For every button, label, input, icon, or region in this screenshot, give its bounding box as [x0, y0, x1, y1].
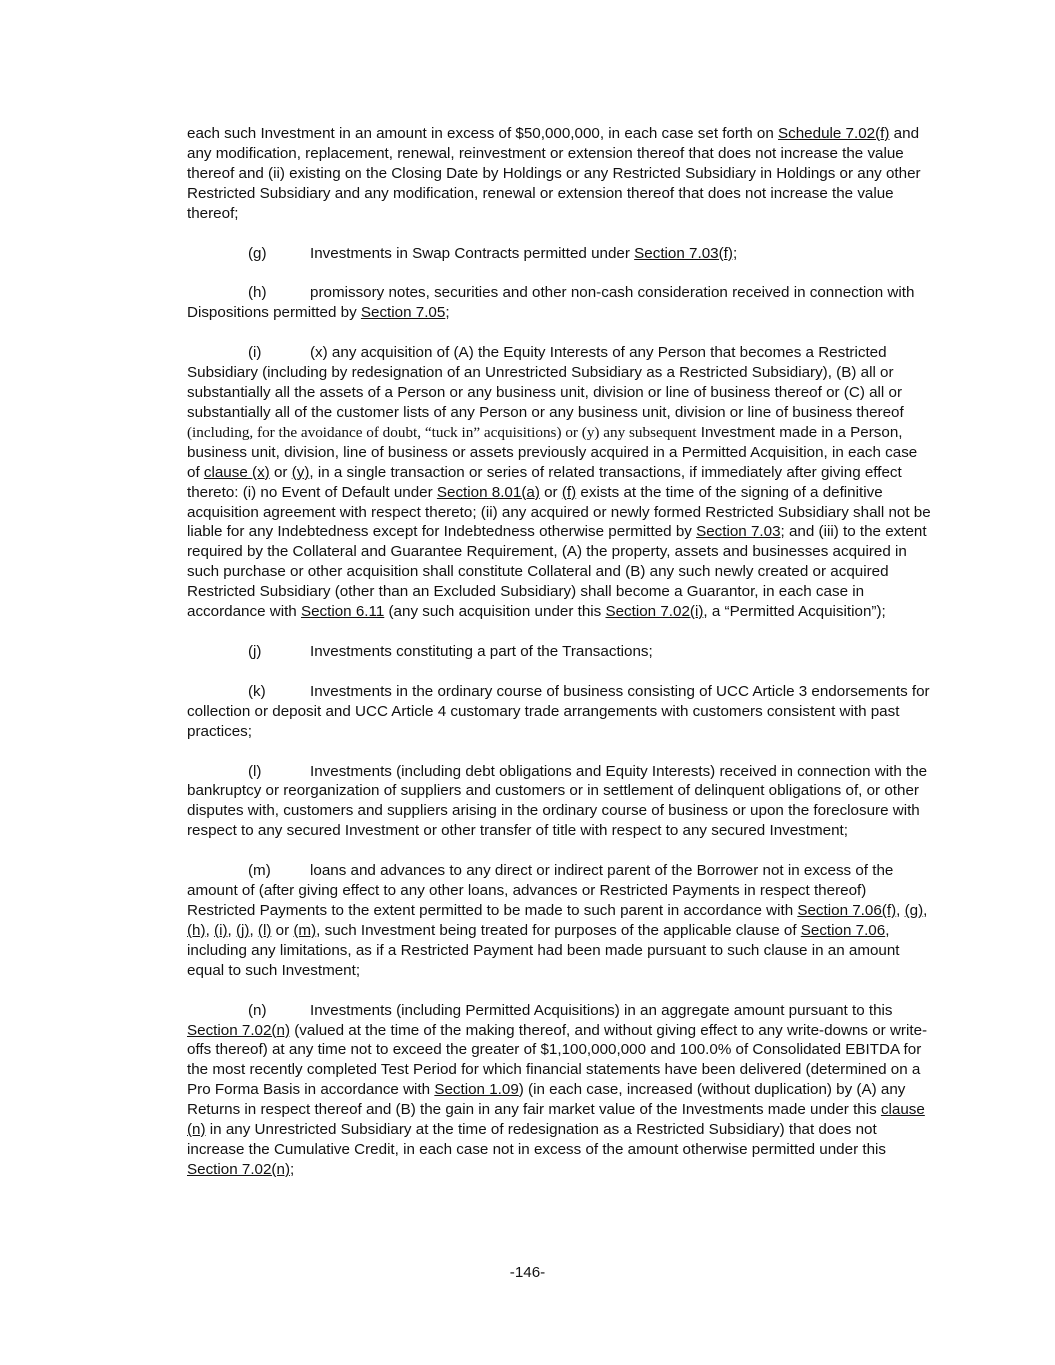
- cross-reference: (j): [235, 921, 250, 939]
- cross-reference: Section 8.01(a): [436, 483, 540, 501]
- paragraph-continuation: each such Investment in an amount in excess of $50,000,000, in each case set forth on Schedule 7.02(f) and any modification, replacement, renewal, reinvestment or extension thereof that does not increase the value thereof and (ii) existing on the Closing Date by Holdings or any Restricted Subsidiary in Holdings or any other Restricted Subsidiary and any modification, renewal or extension thereof that does not increase the value thereof;: [187, 125, 921, 222]
- clause-label: (g): [248, 244, 267, 262]
- cross-reference: (y): [291, 463, 310, 481]
- cross-reference: Section 7.02(n): [187, 1021, 290, 1039]
- page-number: -146-: [509, 1264, 546, 1281]
- document-body: [187, 124, 932, 1200]
- cross-reference: Section 7.05: [360, 304, 446, 322]
- cross-reference: Schedule 7.02(f): [778, 125, 890, 142]
- cross-reference: Section 7.06(f): [797, 902, 897, 919]
- cross-reference: Section 7.06: [800, 921, 886, 939]
- clause-label: (j): [248, 642, 262, 660]
- clause-label: (m): [248, 862, 271, 880]
- clause-label: (h): [248, 284, 267, 302]
- cross-reference: clause (x): [203, 463, 270, 481]
- cross-reference: Section 7.03(f): [634, 244, 733, 262]
- cross-reference: (m): [293, 921, 317, 939]
- cross-reference: (l): [257, 921, 272, 939]
- cross-reference: (h): [187, 921, 206, 939]
- clause-k: (k) Investments in the ordinary course of business consisting of UCC Article 3 endorsements for collection or deposit and UCC Article 4 customary trade arrangements with customers consistent with past practices;: [187, 682, 930, 740]
- clause-label: (l): [248, 762, 262, 780]
- clause-l: (l) Investments (including debt obligations and Equity Interests) received in connection with the bankruptcy or reorganization of suppliers and customers or in settlement of delinquent obligations of, or other disputes with, customers and suppliers arising in the ordinary course of business or upon the foreclosure with respect to any secured Investment or other transfer of title with respect to any secured Investment;: [187, 762, 928, 840]
- cross-reference: (f): [561, 483, 577, 501]
- cross-reference: Section 1.09: [434, 1081, 519, 1099]
- clause-i: (i) (x) any acquisition of (A) the Equity Interests of any Person that becomes a Restricted Subsidiary (including by redesignation of an Unrestricted Subsidiary as a Restricted Subsidiary), (B) all or substantially all the assets of a Person or any business unit, division or line of business thereof or (C) all or substantially all of the customer lists of any Person or any business unit, division or line of business thereof (including, for the avoidance of doubt, “tuck in” acquisitions) or (y) any subsequent Investment made in a Person, business unit, division, line of business or assets previously acquired in a Permitted Acquisition, in each case of clause (x) or (y), in a single transaction or series of related transactions, if immediately after giving effect thereto: (i) no Event of Default under Section 8.01(a) or (f) exists at the time of the signing of a definitive acquisition agreement with respect thereto; (ii) any acquired or newly formed Restricted Subsidiary shall not be liable for any Indebtedness except for Indebtedness otherwise permitted by Section 7.03; and (iii) to the extent required by the Collateral and Guarantee Requirement, (A) the property, assets and businesses acquired in such purchase or other acquisition shall constitute Collateral and (B) any such newly created or acquired Restricted Subsidiary (other than an Excluded Subsidiary) shall become a Guarantor, in each case in accordance with Section 6.11 (any such acquisition under this Section 7.02(i), a “Permitted Acquisition”);: [187, 344, 931, 621]
- cross-reference: Section 7.02(i): [605, 603, 704, 621]
- clause-label: (i): [248, 344, 262, 362]
- cross-reference: Section 6.11: [300, 603, 385, 621]
- clause-label: (n): [248, 1001, 267, 1019]
- cross-reference: Section 7.03: [696, 523, 781, 541]
- cross-reference: Section 7.02(n): [187, 1160, 290, 1178]
- clause-j: (j) Investments constituting a part of the Transactions;: [248, 642, 653, 660]
- clause-h: (h) promissory notes, securities and other non-cash consideration received in connection with Dispositions permitted by Section 7.05;: [187, 284, 915, 322]
- clause-n: (n) Investments (including Permitted Acquisitions) in an aggregate amount pursuant to this Section 7.02(n) (valued at the time of the making thereof, and without giving effect to any write-downs or write-offs thereof) at any time not to exceed the greater of $1,100,000,000 and 100.0% of Consolidated EBITDA for the most recently completed Test Period for which financial statements have been delivered (determined on a Pro Forma Basis in accordance with Section 1.09) (in each case, increased (without duplication) by (A) any Returns in respect thereof and (B) the gain in any fair market value of the Investments made under this clause (n) in any Unrestricted Subsidiary at the time of redesignation as a Restricted Subsidiary) that does not increase the Cumulative Credit, in each case not in excess of the amount otherwise permitted under this Section 7.02(n);: [187, 1001, 928, 1178]
- cross-reference: clause (n): [187, 1101, 925, 1139]
- clause-label: (k): [248, 682, 266, 700]
- clause-g: (g) Investments in Swap Contracts permitted under Section 7.03(f);: [248, 244, 738, 262]
- cross-reference: (i): [214, 921, 228, 939]
- clause-m: (m) loans and advances to any direct or indirect parent of the Borrower not in excess of the amount of (after giving effect to any other loans, advances or Restricted Payments in respect thereof) Restricted Payments to the extent permitted to be made to such parent in accordance with Section 7.06(f), (g), (h), (i), (j), (l) or (m), such Investment being treated for purposes of the applicable clause of Section 7.06, including any limitations, as if a Restricted Payment had been made pursuant to such clause in an amount equal to such Investment;: [187, 862, 928, 979]
- cross-reference: (g): [904, 902, 924, 919]
